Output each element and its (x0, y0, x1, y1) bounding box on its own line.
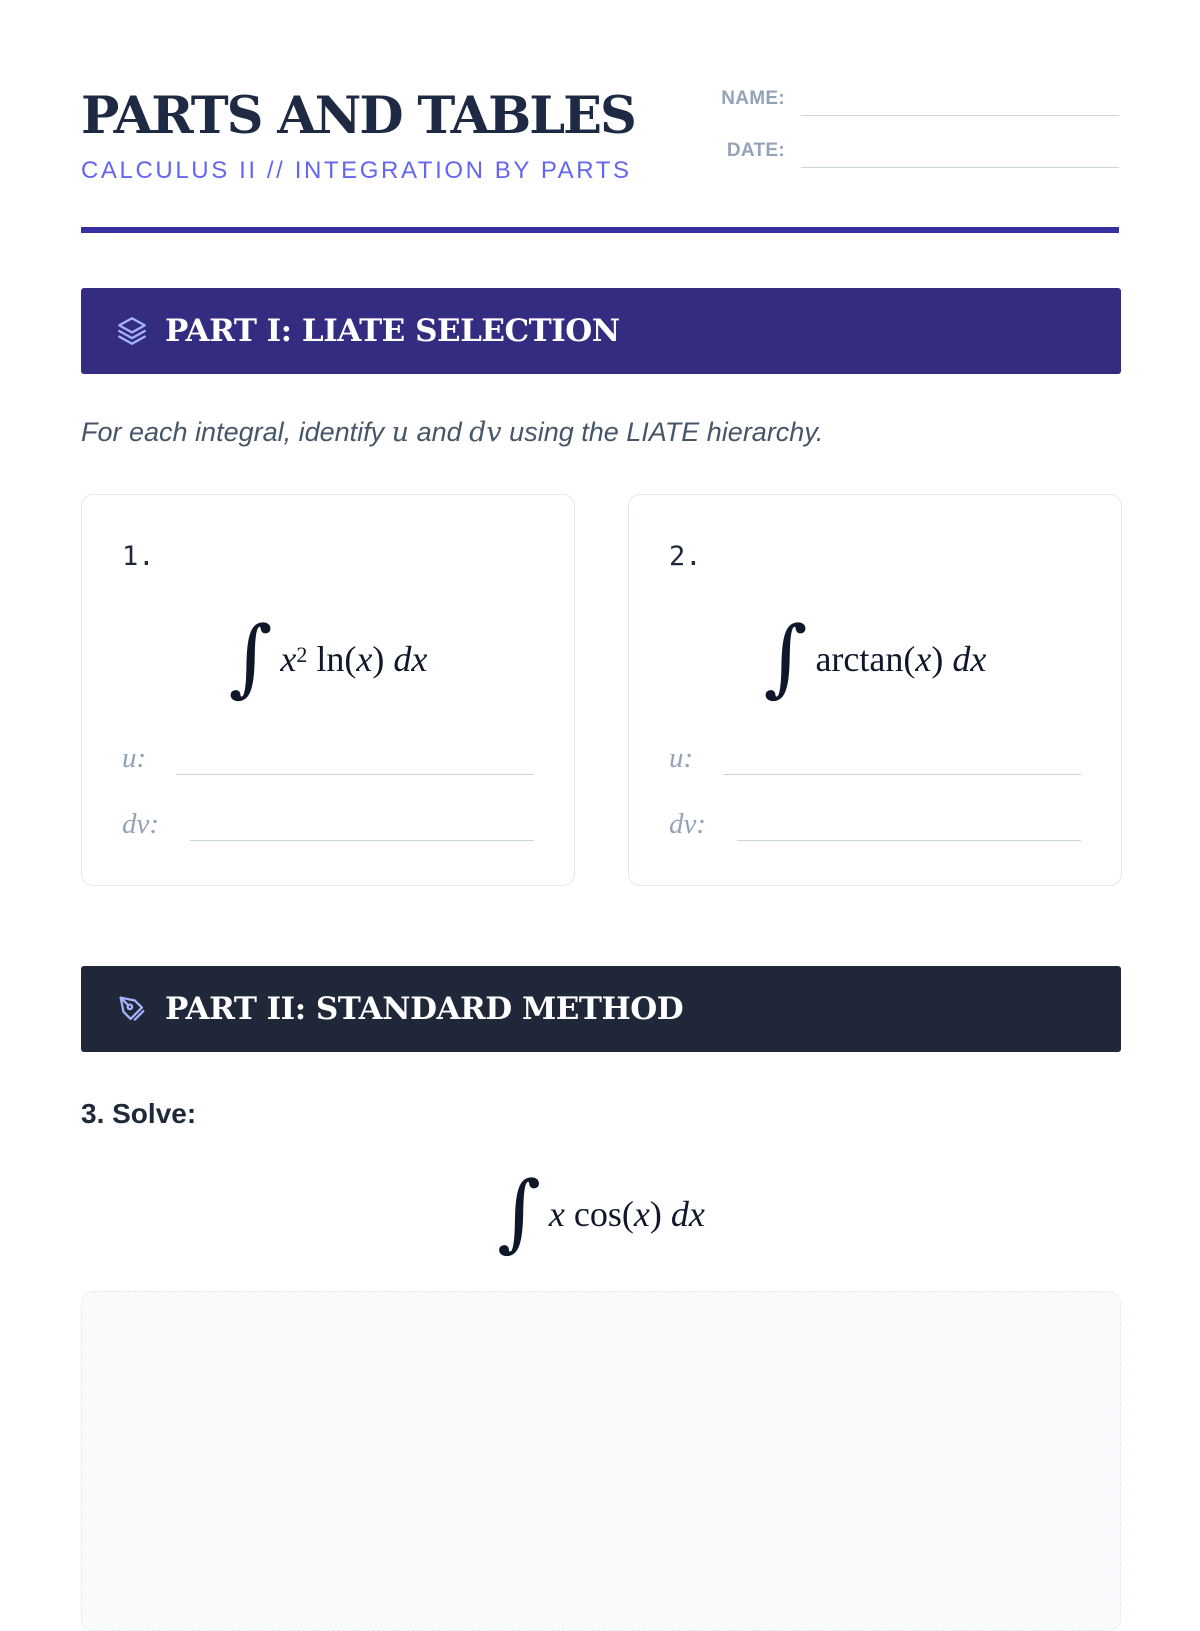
expr-differential: dx (393, 639, 428, 679)
section-title: PART II: STANDARD METHOD (165, 991, 684, 1027)
date-line[interactable] (801, 167, 1119, 168)
expr-func: cos( (564, 1194, 634, 1234)
expr-func: arctan( (815, 639, 916, 679)
problem-card-2 (628, 494, 1122, 886)
problem-card-1 (81, 494, 575, 886)
instructions (81, 417, 823, 448)
expr-arg: x (356, 639, 373, 679)
pen-tool-icon (115, 992, 149, 1026)
name-field[interactable] (721, 86, 1119, 116)
expr-var: x (548, 1194, 565, 1234)
dv-answer-row[interactable] (122, 807, 534, 841)
integral-sign: ∫ (763, 608, 808, 706)
date-field[interactable] (721, 138, 1119, 168)
expr-arg: x (915, 639, 932, 679)
instructions-text: For each integral, identify (81, 417, 392, 447)
problem-number: 1. (122, 541, 155, 572)
integral-expression (82, 608, 574, 706)
dv-answer-line[interactable] (190, 840, 534, 841)
expr-func: ln( (307, 639, 357, 679)
u-answer-row[interactable] (122, 741, 534, 775)
expr-differential: dx (952, 639, 987, 679)
name-label: NAME: (721, 88, 785, 109)
integral-expression (81, 1163, 1121, 1261)
instructions-text: and (409, 417, 470, 447)
expr-close: ) (649, 1194, 671, 1234)
integral-expression (629, 608, 1121, 706)
section-part-1 (81, 288, 1121, 374)
work-area[interactable] (81, 1291, 1121, 1631)
section-title: PART I: LIATE SELECTION (165, 313, 620, 349)
integral-sign: ∫ (497, 1163, 541, 1261)
dv-label: dv: (669, 808, 707, 840)
integral-sign: ∫ (228, 608, 273, 706)
u-answer-row[interactable] (669, 741, 1081, 775)
expr-close: ) (931, 639, 953, 679)
layers-icon (115, 314, 149, 348)
header-rule (81, 227, 1119, 233)
u-answer-line[interactable] (176, 774, 534, 775)
u-label: u: (669, 742, 694, 774)
name-line[interactable] (801, 115, 1119, 116)
problem-number: 2. (669, 541, 702, 572)
header (81, 0, 1119, 232)
instructions-text: using the LIATE hierarchy. (501, 417, 824, 447)
u-answer-line[interactable] (723, 774, 1081, 775)
u-label: u: (122, 742, 147, 774)
problem-3-label: 3. Solve: (81, 1098, 197, 1129)
expr-close: ) (372, 639, 394, 679)
expr-exponent: 2 (296, 642, 308, 667)
dv-label: dv: (122, 808, 160, 840)
page-title: PARTS AND TABLES (81, 86, 635, 146)
section-part-2 (81, 966, 1121, 1052)
instructions-u: u (391, 417, 410, 448)
expr-arg: x (633, 1194, 650, 1234)
instructions-dv: dv (469, 417, 502, 448)
expr-differential: dx (670, 1194, 705, 1234)
page-subtitle: CALCULUS II // INTEGRATION BY PARTS (81, 157, 632, 184)
dv-answer-row[interactable] (669, 807, 1081, 841)
date-label: DATE: (726, 140, 785, 161)
dv-answer-line[interactable] (737, 840, 1081, 841)
expr-var: x (280, 639, 297, 679)
